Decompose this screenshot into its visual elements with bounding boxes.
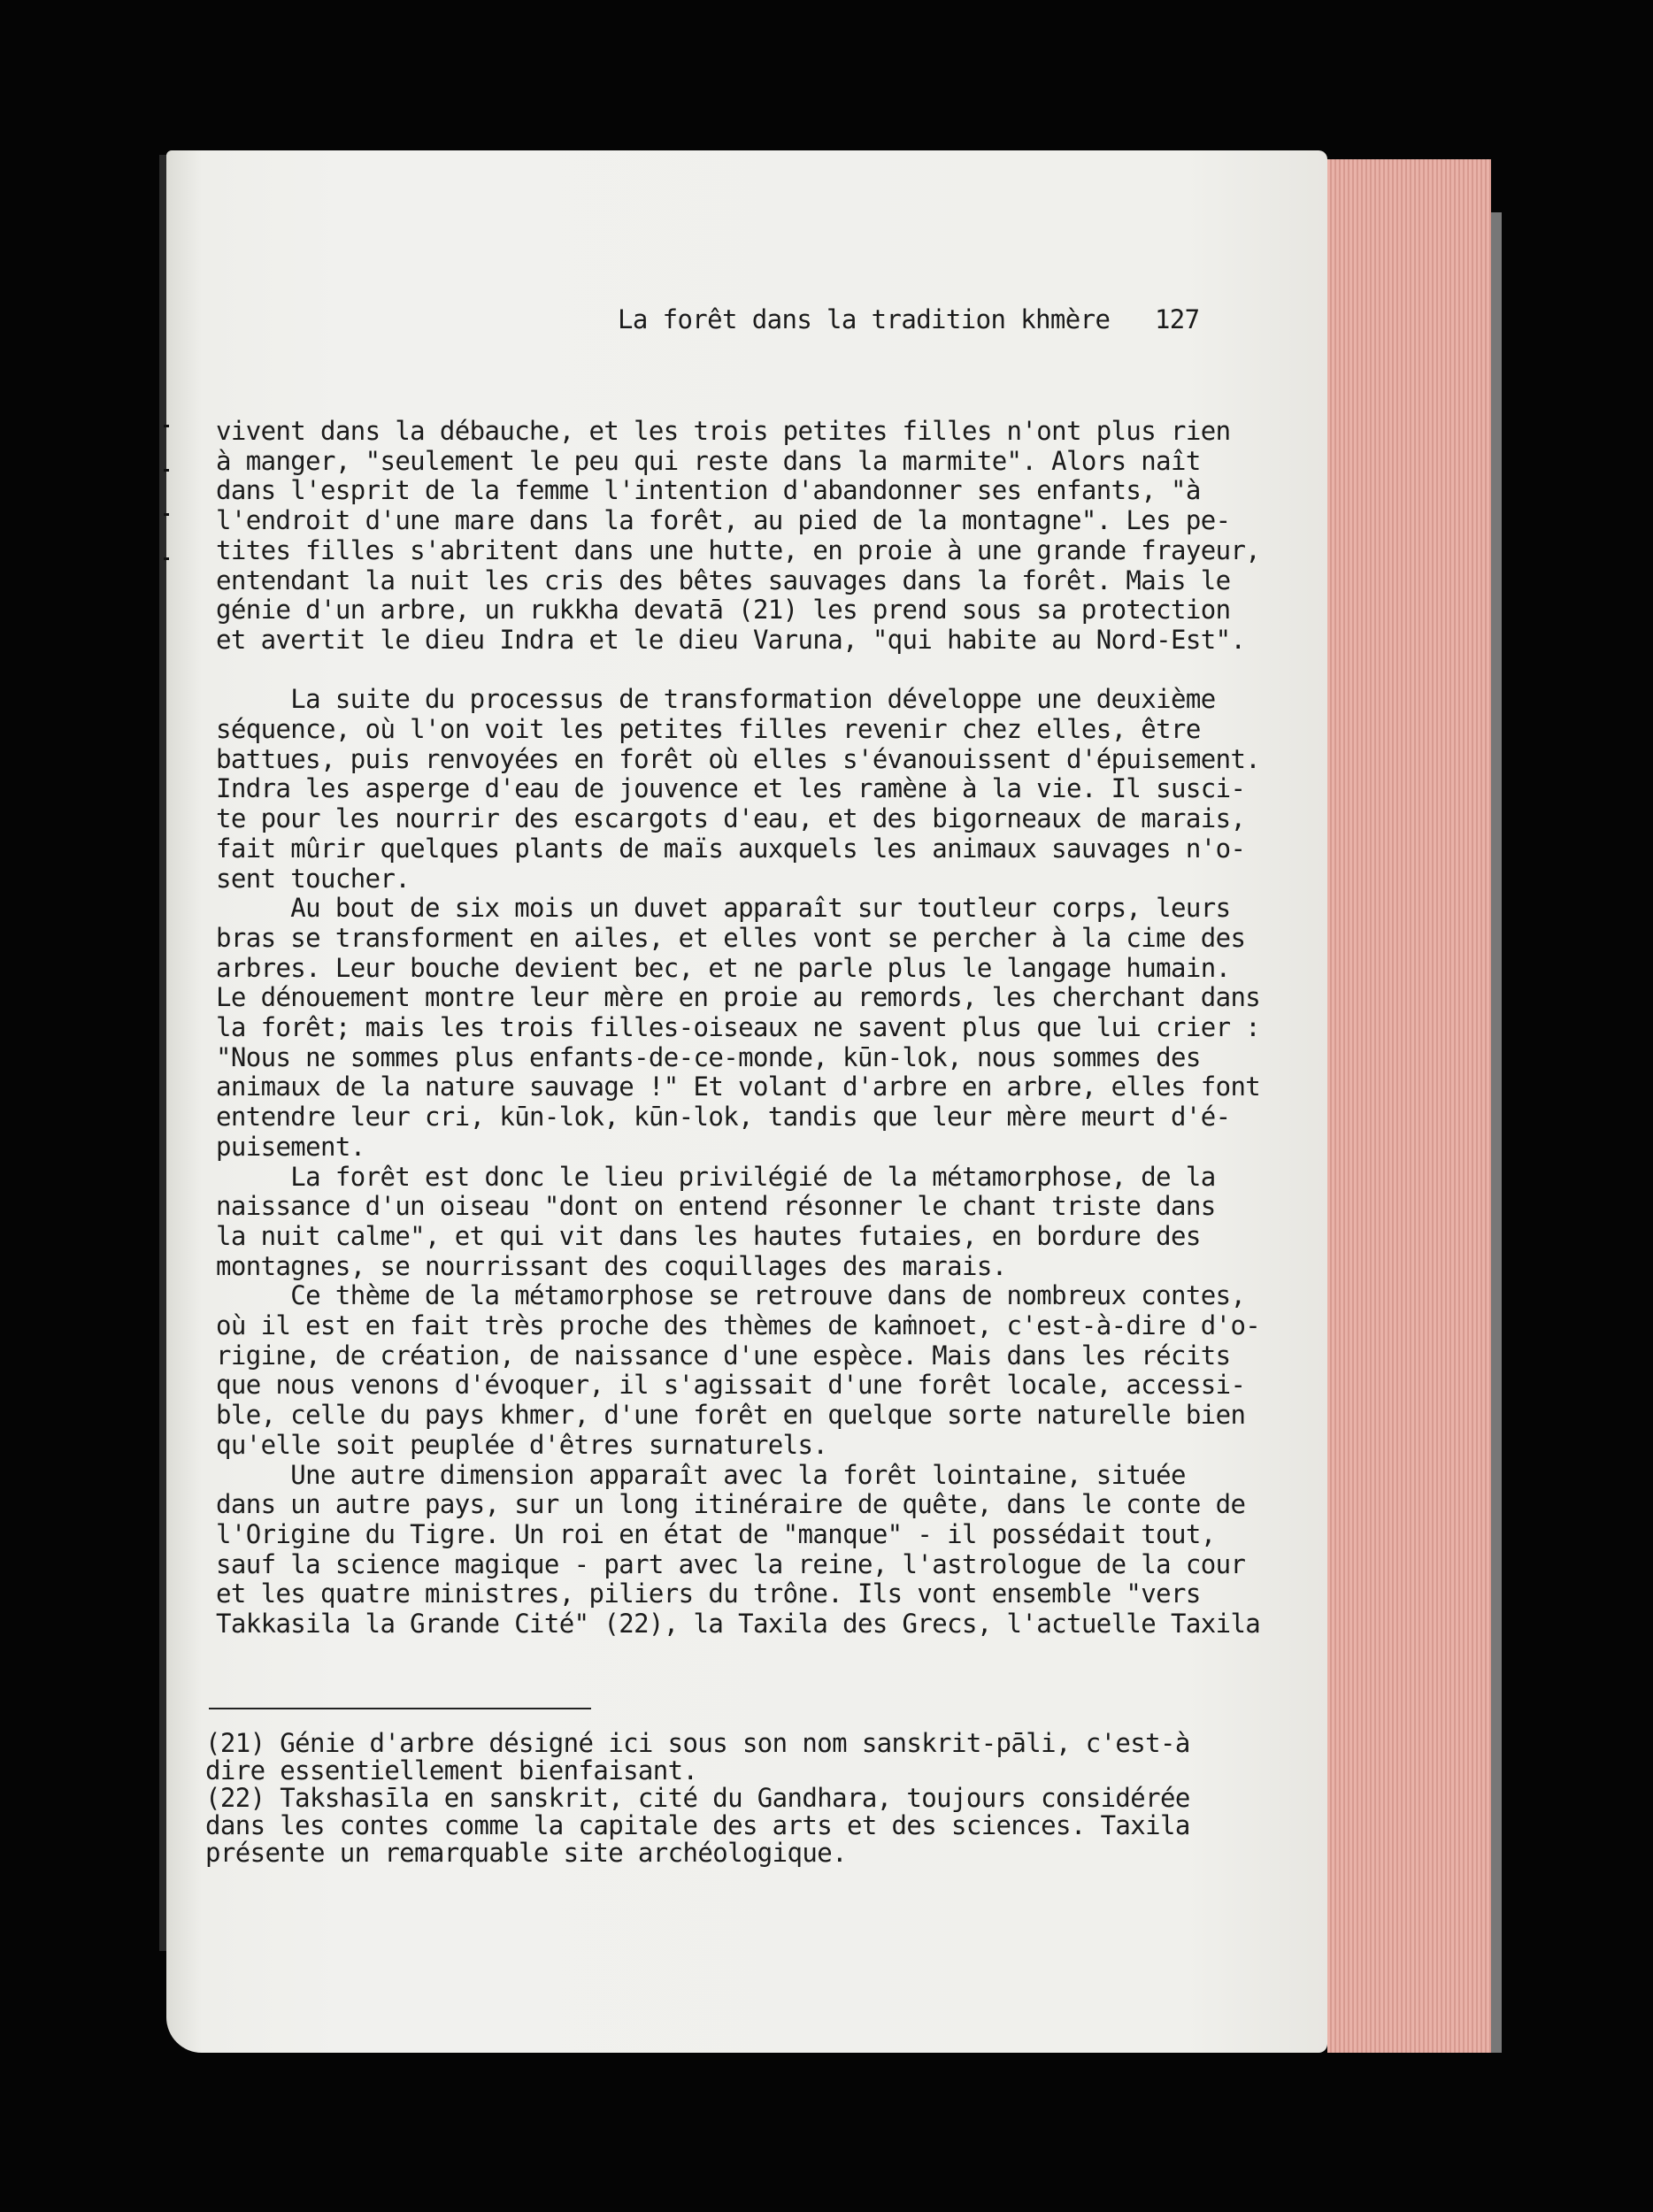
body-line: Indra les asperge d'eau de jouvence et les ramène à la vie. Il susci- xyxy=(216,773,1246,804)
body-line: dans l'esprit de la femme l'intention d'abandonner ses enfants, "à xyxy=(216,475,1201,506)
footnote-line: (22) Takshasīla en sanskrit, cité du Gandhara, toujours considérée xyxy=(205,1783,1190,1813)
body-line: "Nous ne sommes plus enfants-de-ce-monde, kūn-lok, nous sommes des xyxy=(216,1041,1201,1072)
body-line: tites filles s'abritent dans une hutte, en proie à une grande frayeur, xyxy=(216,534,1261,565)
footnote-line: dans les contes comme la capitale des arts et des sciences. Taxila xyxy=(205,1810,1190,1840)
body-line: l'endroit d'une mare dans la forêt, au pied de la montagne". Les pe- xyxy=(216,505,1231,536)
running-header: La forêt dans la tradition khmère 127 xyxy=(618,304,1200,334)
body-line: animaux de la nature sauvage !" Et volant d'arbre en arbre, elles font xyxy=(216,1071,1261,1102)
body-line: Takkasila la Grande Cité" (22), la Taxila des Grecs, l'actuelle Taxila xyxy=(216,1609,1261,1639)
body-line: montagnes, se nourrissant des coquillages des marais. xyxy=(216,1250,1007,1281)
body-line: dans un autre pays, sur un long itinéraire de quête, dans le conte de xyxy=(216,1489,1246,1520)
body-line: Le dénouement montre leur mère en proie au remords, les cherchant dans xyxy=(216,982,1261,1013)
footnote-line: présente un remarquable site archéologique. xyxy=(205,1838,847,1868)
body-line: battues, puis renvoyées en forêt où elles s'évanouissent d'épuisement. xyxy=(216,743,1261,774)
body-line: que nous venons d'évoquer, il s'agissait d'une forêt locale, accessi- xyxy=(216,1370,1246,1401)
body-line: fait mûrir quelques plants de maïs auxquels les animaux sauvages n'o- xyxy=(216,833,1246,864)
footnote-rule xyxy=(209,1708,591,1709)
body-line: Au bout de six mois un duvet apparaît sur toutleur corps, leurs xyxy=(216,893,1231,924)
body-line: l'Origine du Tigre. Un roi en état de "manque" - il possédait tout, xyxy=(216,1518,1216,1549)
body-line: naissance d'un oiseau "dont on entend résonner le chant triste dans xyxy=(216,1191,1216,1222)
body-line: la forêt; mais les trois filles-oiseaux ne savent plus que lui crier : xyxy=(216,1012,1261,1042)
body-line: à manger, "seulement le peu qui reste dans la marmite". Alors naît xyxy=(216,445,1201,476)
body-line: Ce thème de la métamorphose se retrouve dans de nombreux contes, xyxy=(216,1280,1246,1311)
body-line: puisement. xyxy=(216,1131,365,1162)
body-line: ble, celle du pays khmer, d'une forêt en quelque sorte naturelle bien xyxy=(216,1400,1246,1431)
body-line: arbres. Leur bouche devient bec, et ne parle plus le langage humain. xyxy=(216,952,1231,983)
book-cover-edge xyxy=(1491,212,1502,2053)
body-line: sent toucher. xyxy=(216,863,411,894)
body-line: et avertit le dieu Indra et le dieu Varuna, "qui habite au Nord-Est". xyxy=(216,624,1246,655)
body-line: génie d'un arbre, un rukkha devatā (21) les prend sous sa protection xyxy=(216,595,1231,626)
body-line: te pour les nourrir des escargots d'eau, et des bigorneaux de marais, xyxy=(216,803,1246,834)
footnote-line: (21) Génie d'arbre désigné ici sous son nom sanskrit-pāli, c'est-à xyxy=(205,1728,1190,1758)
body-line: La forêt est donc le lieu privilégié de la métamorphose, de la xyxy=(216,1161,1216,1192)
body-line: La suite du processus de transformation développe une deuxième xyxy=(216,684,1216,715)
body-line: où il est en fait très proche des thèmes de kaṁnoet, c'est-à-dire d'o- xyxy=(216,1310,1261,1340)
body-line: vivent dans la débauche, et les trois petites filles n'ont plus rien xyxy=(216,416,1231,446)
footnote-line: dire essentiellement bienfaisant. xyxy=(205,1755,698,1786)
body-line: sauf la science magique - part avec la reine, l'astrologue de la cour xyxy=(216,1548,1246,1579)
body-line: Une autre dimension apparaît avec la forêt lointaine, située xyxy=(216,1459,1186,1490)
body-line: et les quatre ministres, piliers du trône. Ils vont ensemble "vers xyxy=(216,1578,1201,1609)
body-line: qu'elle soit peuplée d'êtres surnaturels. xyxy=(216,1429,828,1460)
body-line: rigine, de création, de naissance d'une espèce. Mais dans les récits xyxy=(216,1340,1231,1371)
body-line: bras se transforment en ailes, et elles vont se percher à la cime des xyxy=(216,922,1246,953)
body-line: entendre leur cri, kūn-lok, kūn-lok, tandis que leur mère meurt d'é- xyxy=(216,1102,1231,1133)
page-edges xyxy=(1327,159,1491,2053)
body-line: séquence, où l'on voit les petites filles revenir chez elles, être xyxy=(216,714,1201,744)
body-line: la nuit calme", et qui vit dans les hautes futaies, en bordure des xyxy=(216,1220,1201,1251)
body-line: entendant la nuit les cris des bêtes sauvages dans la forêt. Mais le xyxy=(216,565,1231,595)
facing-page-marks xyxy=(164,416,173,593)
